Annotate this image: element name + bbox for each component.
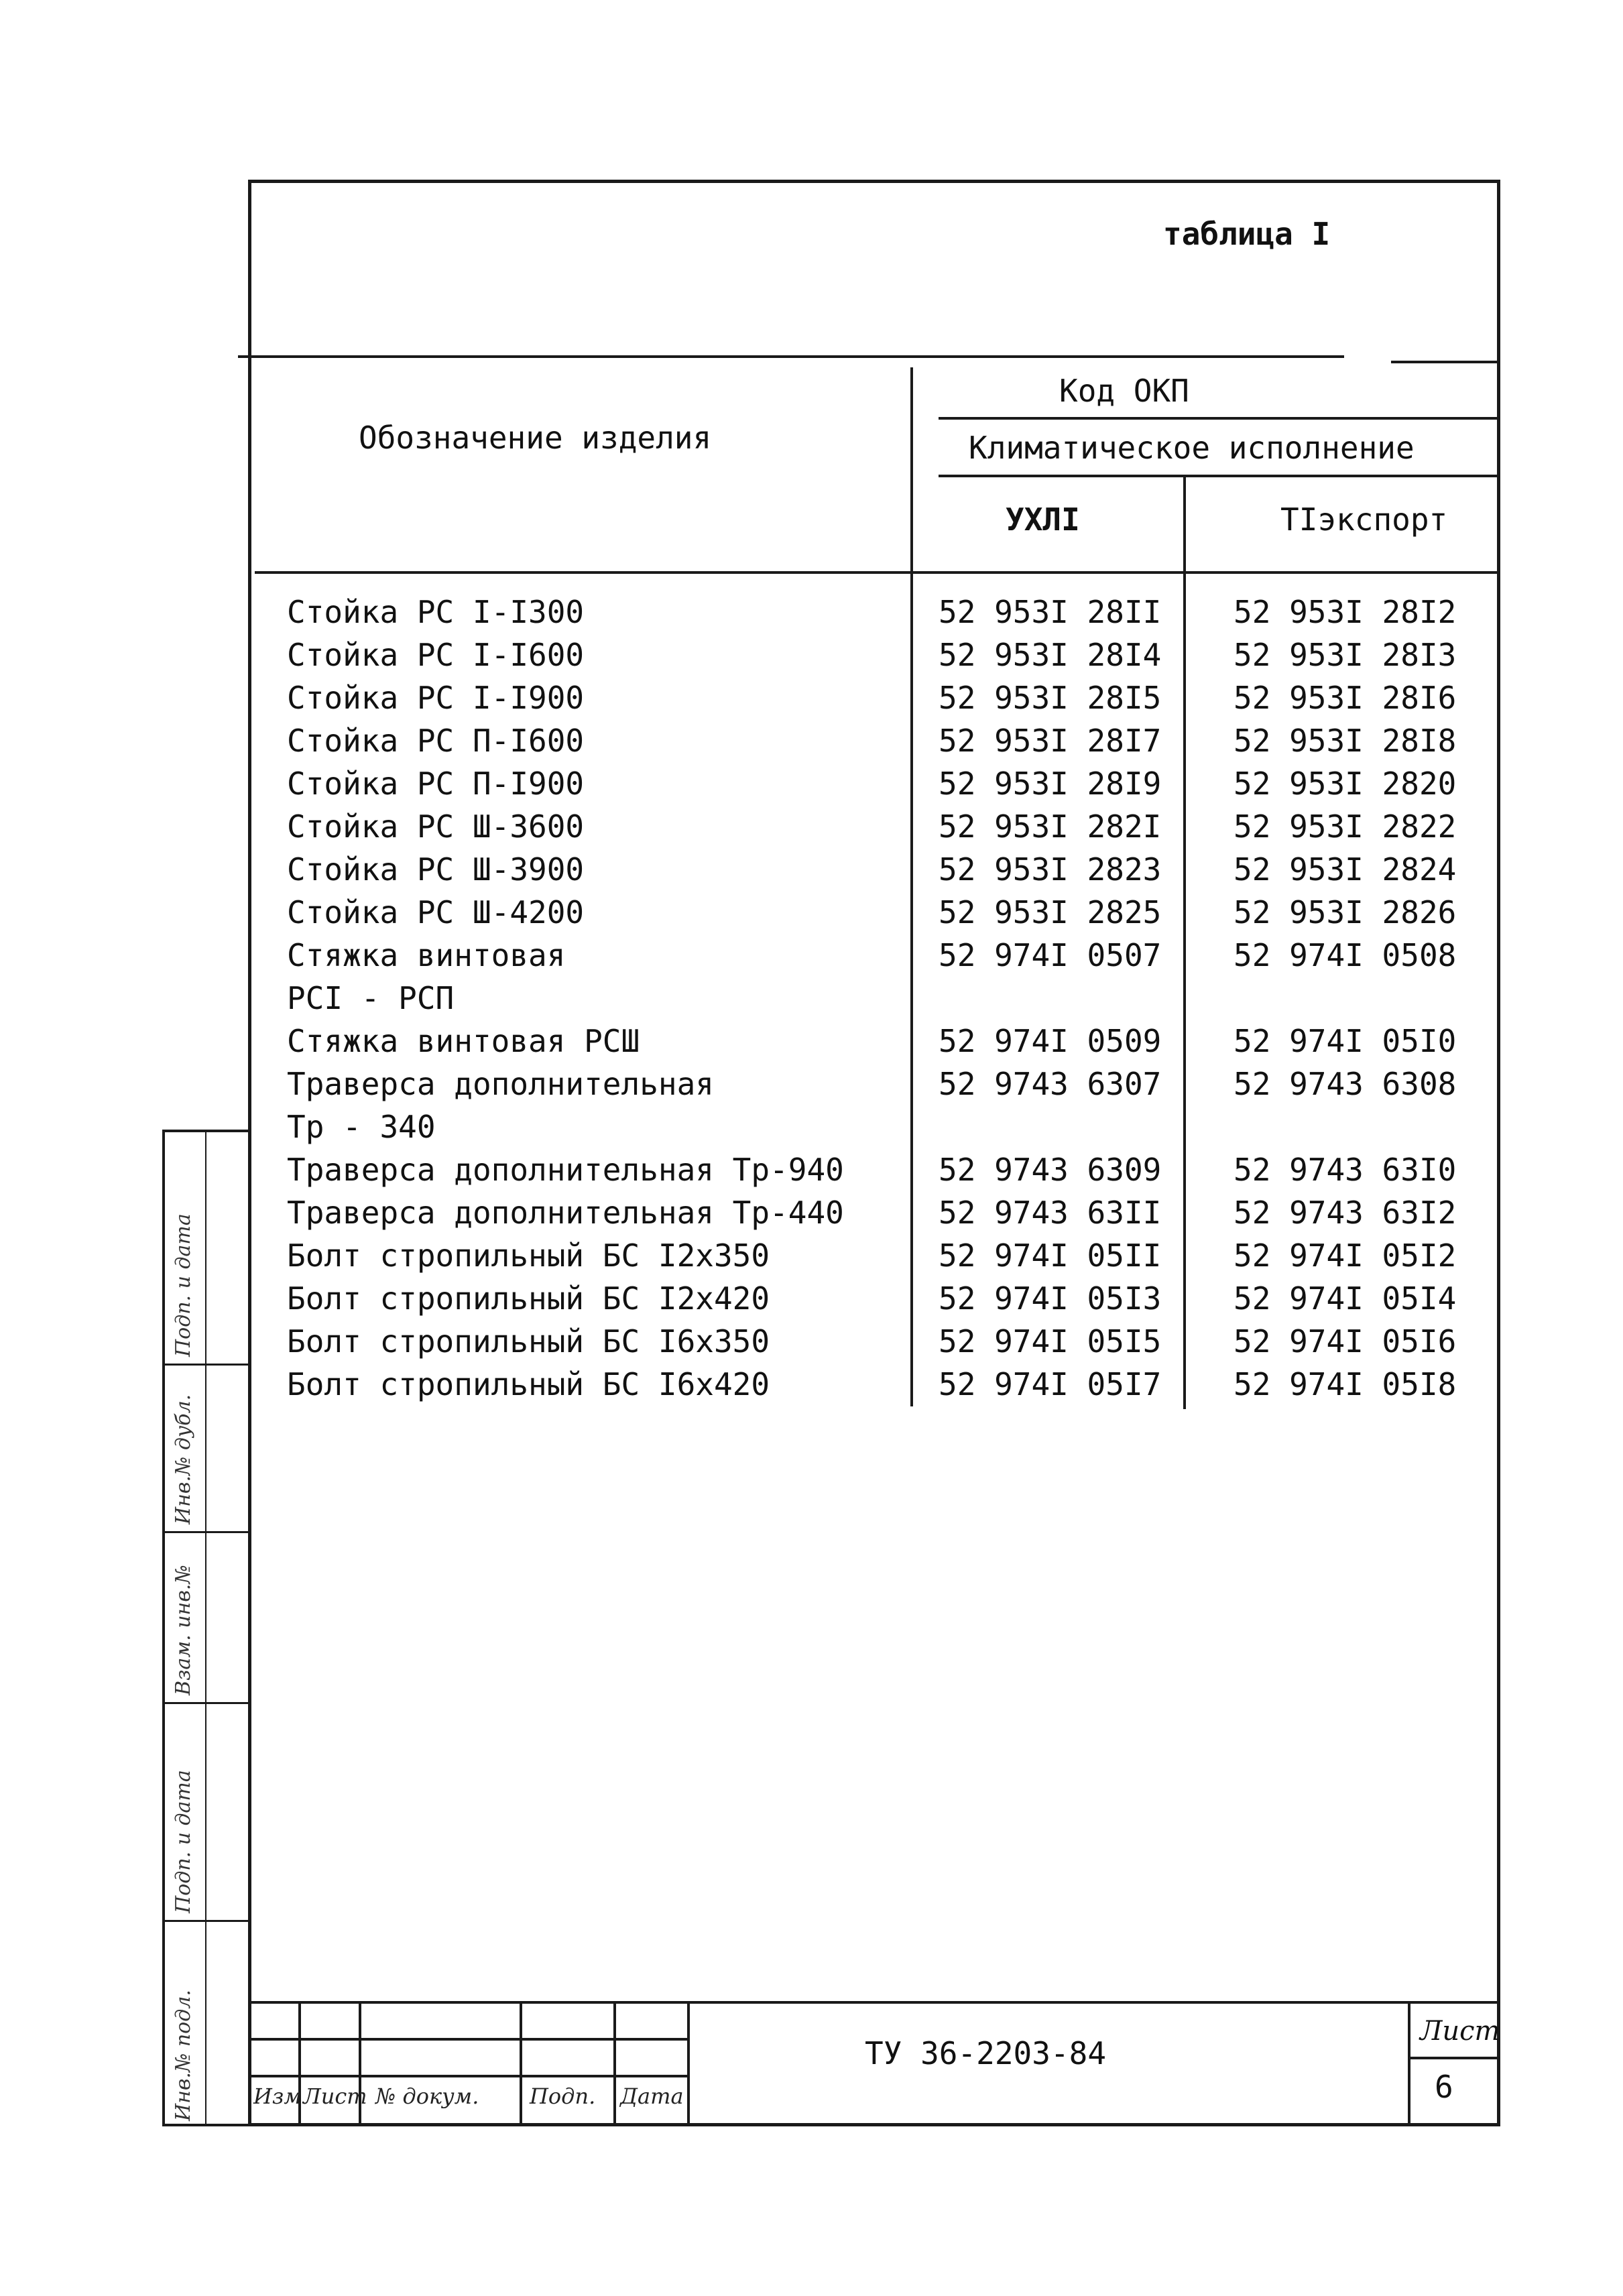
row-code-export: 52 974I 05I2 [1234, 1237, 1457, 1274]
row-code-export: 52 953I 2824 [1234, 851, 1457, 888]
row-code-uhl: 52 974I 05I5 [939, 1323, 1162, 1360]
row-designation: Болт стропильный БС I2х420 [287, 1280, 770, 1317]
row-designation: Стойка РС I-I900 [287, 680, 585, 716]
side-label: Взам. инв.№ [172, 1565, 195, 1695]
row-code-uhl: 52 9743 6307 [939, 1066, 1162, 1102]
row-designation: Тр - 340 [287, 1109, 436, 1145]
row-code-uhl: 52 953I 2823 [939, 851, 1162, 888]
table-row [0, 594, 1623, 637]
row-designation: Стойка РС Ш-3900 [287, 851, 585, 888]
header-bottom-line [255, 571, 1500, 574]
sheet-divider [1408, 2057, 1500, 2059]
table-row [0, 851, 1623, 894]
row-designation: Стойка РС I-I300 [287, 594, 585, 630]
stamp-col-line [613, 2001, 616, 2126]
row-code-export: 52 974I 05I0 [1234, 1023, 1457, 1059]
table-row [0, 937, 1623, 980]
side-strip-row-line [165, 1702, 248, 1704]
row-code-uhl: 52 974I 0507 [939, 937, 1162, 973]
table-title: таблица I [1163, 216, 1331, 252]
header-top-line [238, 355, 1344, 358]
row-code-uhl: 52 9743 63II [939, 1195, 1162, 1231]
row-designation: Стойка РС П-I900 [287, 766, 585, 802]
stamp-divider-left [687, 2001, 690, 2126]
row-designation: Траверса дополнительная [287, 1066, 714, 1102]
row-code-export: 52 953I 2826 [1234, 894, 1457, 930]
row-designation: Стойка РС Ш-3600 [287, 808, 585, 845]
row-code-export: 52 953I 2820 [1234, 766, 1457, 802]
row-code-uhl: 52 953I 28I9 [939, 766, 1162, 802]
row-designation: Стяжка винтовая [287, 937, 566, 973]
col2-header: ТIэкспорт [1280, 501, 1448, 538]
table-row [0, 637, 1623, 680]
row-code-uhl: 52 953I 28I5 [939, 680, 1162, 716]
row-designation: Стойка РС П-I600 [287, 723, 585, 759]
stamp-col-signature: Подп. [530, 2083, 596, 2109]
stamp-col-date: Дата [620, 2083, 684, 2109]
side-label: Инв.№ дубл. [172, 1394, 195, 1524]
stamp-col-change: Изм [253, 2083, 302, 2109]
row-code-export: 52 9743 63I0 [1234, 1152, 1457, 1188]
row-code-export: 52 953I 28I6 [1234, 680, 1457, 716]
side-strip-row-line [165, 1531, 248, 1533]
row-designation: Стяжка винтовая РСШ [287, 1023, 640, 1059]
side-strip-row-line [165, 1364, 248, 1366]
row-designation: Стойка РС Ш-4200 [287, 894, 585, 930]
row-code-uhl: 52 974I 0509 [939, 1023, 1162, 1059]
document-number: ТУ 36-2203-84 [865, 2035, 1107, 2071]
row-code-export: 52 974I 05I8 [1234, 1366, 1457, 1402]
table-row [0, 766, 1623, 808]
side-strip-divider [205, 1132, 206, 2124]
row-designation: Траверса дополнительная Тр-940 [287, 1152, 844, 1188]
climatic-header: Климатическое исполнение [969, 430, 1415, 466]
row-code-export: 52 9743 63I2 [1234, 1195, 1457, 1231]
row-designation: Траверса дополнительная Тр-440 [287, 1195, 844, 1231]
row-code-uhl: 52 953I 28II [939, 594, 1162, 630]
stamp-row-line [248, 2075, 687, 2077]
stamp-row-line [248, 2038, 687, 2041]
stamp-col-sheet: Лист [303, 2083, 367, 2109]
side-label: Подп. и дата [172, 1213, 195, 1357]
row-code-export: 52 953I 28I8 [1234, 723, 1457, 759]
table-row [0, 1023, 1623, 1066]
row-code-export: 52 974I 0508 [1234, 937, 1457, 973]
row-code-uhl: 52 9743 6309 [939, 1152, 1162, 1188]
row-designation: Стойка РС I-I600 [287, 637, 585, 673]
side-label: Подп. и дата [172, 1770, 195, 1913]
row-code-uhl: 52 953I 282I [939, 808, 1162, 845]
row-code-uhl: 52 953I 28I4 [939, 637, 1162, 673]
table-row [0, 1066, 1623, 1109]
sheet-label: Лист [1420, 2016, 1500, 2047]
row-designation: Болт стропильный БС I6х420 [287, 1366, 770, 1402]
side-inventory-strip [162, 1130, 248, 2126]
row-code-export: 52 953I 2822 [1234, 808, 1457, 845]
designation-header: Обозначение изделия [359, 420, 712, 456]
okp-code-header: Код ОКП [1059, 373, 1189, 409]
row-code-uhl: 52 974I 05II [939, 1237, 1162, 1274]
side-strip-row-line [165, 1920, 248, 1922]
climatic-line [939, 475, 1500, 477]
row-designation: Болт стропильный БС I6х350 [287, 1323, 770, 1360]
row-designation: РСI - РСП [287, 980, 455, 1016]
row-code-export: 52 9743 6308 [1234, 1066, 1457, 1102]
stamp-col-line [520, 2001, 522, 2126]
row-code-uhl: 52 974I 05I7 [939, 1366, 1162, 1402]
row-designation: Болт стропильный БС I2х350 [287, 1237, 770, 1274]
stamp-top-line [248, 2001, 1500, 2004]
stamp-col-doc-number: № докум. [375, 2083, 479, 2109]
row-code-export: 52 953I 28I2 [1234, 594, 1457, 630]
row-code-export: 52 953I 28I3 [1234, 637, 1457, 673]
row-code-export: 52 974I 05I4 [1234, 1280, 1457, 1317]
row-code-uhl: 52 953I 28I7 [939, 723, 1162, 759]
col1-header: УХЛI [1006, 501, 1080, 538]
table-row [0, 980, 1623, 1023]
row-code-uhl: 52 953I 2825 [939, 894, 1162, 930]
row-code-export: 52 974I 05I6 [1234, 1323, 1457, 1360]
table-row [0, 894, 1623, 937]
table-row [0, 723, 1623, 766]
okp-line [939, 417, 1500, 420]
sheet-number: 6 [1435, 2069, 1453, 2105]
side-label: Инв.№ подл. [172, 1990, 195, 2121]
table-row [0, 808, 1623, 851]
header-top-line-right [1391, 361, 1500, 363]
row-code-uhl: 52 974I 05I3 [939, 1280, 1162, 1317]
table-row [0, 680, 1623, 723]
stamp-divider-right [1408, 2001, 1410, 2126]
